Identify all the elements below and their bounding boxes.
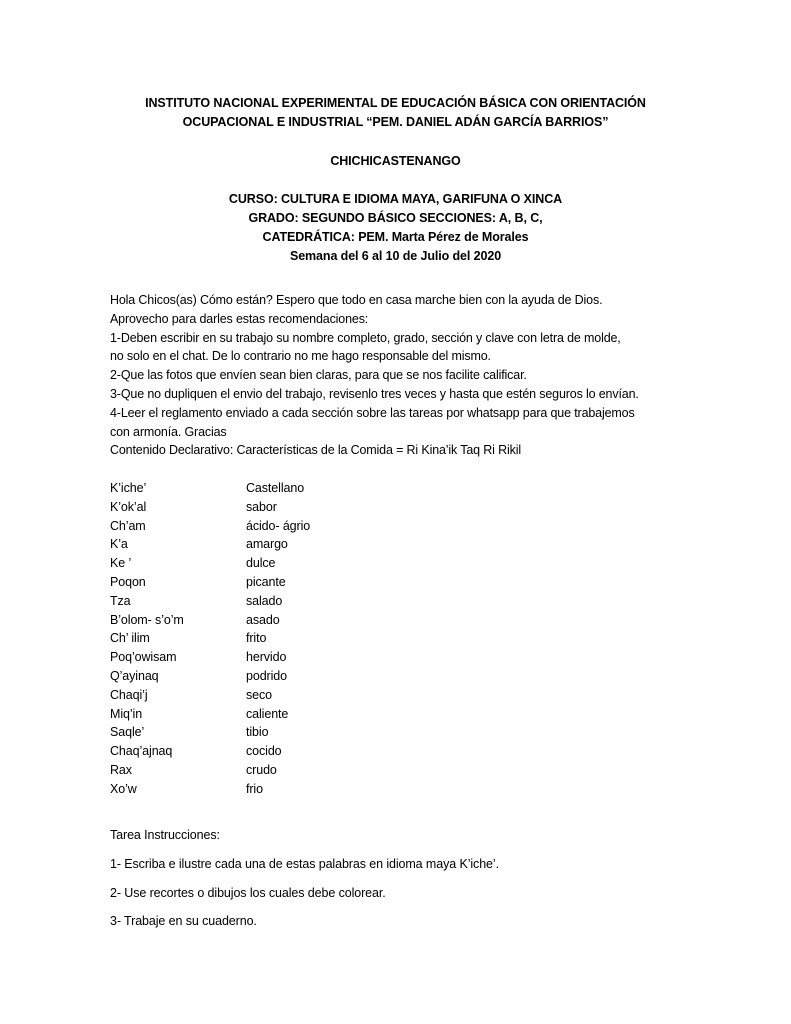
vocabulary-row	[110, 761, 446, 780]
task-item: 1- Escriba e ilustre cada una de estas palabras en idioma maya K’iche’.	[110, 856, 499, 871]
task-item: 2- Use recortes o dibujos los cuales debe colorear.	[110, 885, 386, 900]
vocabulary-row	[110, 498, 446, 517]
message-body	[110, 291, 710, 460]
institute-heading-line: INSTITUTO NACIONAL EXPERIMENTAL DE EDUCACIÓN BÁSICA CON ORIENTACIÓN	[145, 96, 646, 110]
city-name: CHICHICASTENANGO	[330, 154, 461, 168]
city-heading	[0, 152, 791, 171]
vocabulary-header-row	[110, 479, 446, 498]
recommendation-line: con armonía. Gracias	[110, 424, 227, 439]
vocabulary-rows	[110, 498, 446, 799]
task-item: 3- Trabaje en su cuaderno.	[110, 914, 257, 929]
recommendation-line: 3-Que no dupliquen el envio del trabajo, revisenlo tres veces y hasta que estén seguros lo envían.	[110, 386, 639, 401]
vocabulary-row	[110, 629, 446, 648]
castellano-word: amargo	[246, 537, 288, 552]
vocabulary-row	[110, 686, 446, 705]
kiche-word: Xo’w	[110, 781, 137, 796]
kiche-word: B’olom- s’o’m	[110, 612, 184, 627]
vocabulary-row	[110, 742, 446, 761]
vocabulary-row	[110, 592, 446, 611]
castellano-column-header: Castellano	[246, 481, 305, 495]
castellano-word: podrido	[246, 668, 287, 683]
body-line: Aprovecho para darles estas recomendaciones:	[110, 311, 369, 326]
kiche-word: Ch’ ilim	[110, 631, 150, 646]
castellano-word: salado	[246, 593, 283, 608]
kiche-word: Poq’owisam	[110, 650, 177, 665]
greeting-line: Hola Chicos(as) Cómo están? Espero que todo en casa marche bien con la ayuda de Dios.	[110, 293, 603, 307]
teacher-line: CATEDRÁTICA: PEM. Marta Pérez de Morales	[262, 230, 529, 244]
castellano-word: caliente	[246, 706, 289, 721]
vocabulary-list	[110, 479, 446, 799]
kiche-word: Chaqi’j	[110, 687, 148, 702]
castellano-word: cocido	[246, 744, 282, 759]
castellano-word: seco	[246, 687, 273, 702]
castellano-word: crudo	[246, 762, 277, 777]
vocabulary-row	[110, 648, 446, 667]
castellano-word: frito	[246, 631, 267, 646]
kiche-word: Q’ayinaq	[110, 668, 159, 683]
kiche-word: Ke ’	[110, 556, 132, 571]
institute-heading-line: OCUPACIONAL E INDUSTRIAL “PEM. DANIEL ADÁN GARCÍA BARRIOS”	[182, 115, 609, 129]
vocabulary-row	[110, 573, 446, 592]
kiche-word: K’ok’al	[110, 499, 147, 514]
castellano-word: hervido	[246, 650, 287, 665]
castellano-word: dulce	[246, 556, 276, 571]
recommendation-line: 4-Leer el reglamento enviado a cada sección sobre las tareas por whatsapp para que trabajemos	[110, 405, 635, 420]
vocabulary-row	[110, 535, 446, 554]
task-instructions	[110, 826, 499, 931]
kiche-word: Ch’am	[110, 518, 146, 533]
castellano-word: picante	[246, 574, 286, 589]
vocabulary-row	[110, 723, 446, 742]
castellano-word: frio	[246, 781, 263, 796]
kiche-column-header: K’iche’	[110, 481, 147, 495]
castellano-word: sabor	[246, 499, 277, 514]
kiche-word: Tza	[110, 593, 131, 608]
vocabulary-row	[110, 667, 446, 686]
recommendation-line: no solo en el chat. De lo contrario no me hago responsable del mismo.	[110, 349, 491, 364]
castellano-word: ácido- ágrio	[246, 518, 311, 533]
recommendation-line: 1-Deben escribir en su trabajo su nombre completo, grado, sección y clave con letra de molde,	[110, 330, 621, 345]
castellano-word: tibio	[246, 725, 269, 740]
recommendation-line: 2-Que las fotos que envíen sean bien claras, para que se nos facilite calificar.	[110, 368, 527, 383]
grade-line: GRADO: SEGUNDO BÁSICO SECCIONES: A, B, C,	[248, 211, 543, 225]
castellano-word: asado	[246, 612, 280, 627]
kiche-word: K’a	[110, 537, 128, 552]
declarative-content-line: Contenido Declarativo: Características de la Comida = Ri Kina’ik Taq Ri Rikil	[110, 443, 521, 458]
vocabulary-row	[110, 705, 446, 724]
course-line: CURSO: CULTURA E IDIOMA MAYA, GARIFUNA O XINCA	[228, 192, 563, 206]
vocabulary-row	[110, 517, 446, 536]
kiche-word: Poqon	[110, 574, 146, 589]
kiche-word: Saqle’	[110, 725, 145, 740]
week-line: Semana del 6 al 10 de Julio del 2020	[289, 249, 502, 263]
kiche-word: Miq’in	[110, 706, 143, 721]
vocabulary-row	[110, 780, 446, 799]
vocabulary-row	[110, 611, 446, 630]
task-title: Tarea Instrucciones:	[110, 828, 220, 842]
course-info-heading	[0, 190, 791, 266]
institute-heading	[0, 94, 791, 132]
kiche-word: Rax	[110, 762, 132, 777]
vocabulary-row	[110, 554, 446, 573]
kiche-word: Chaq’ajnaq	[110, 744, 173, 759]
